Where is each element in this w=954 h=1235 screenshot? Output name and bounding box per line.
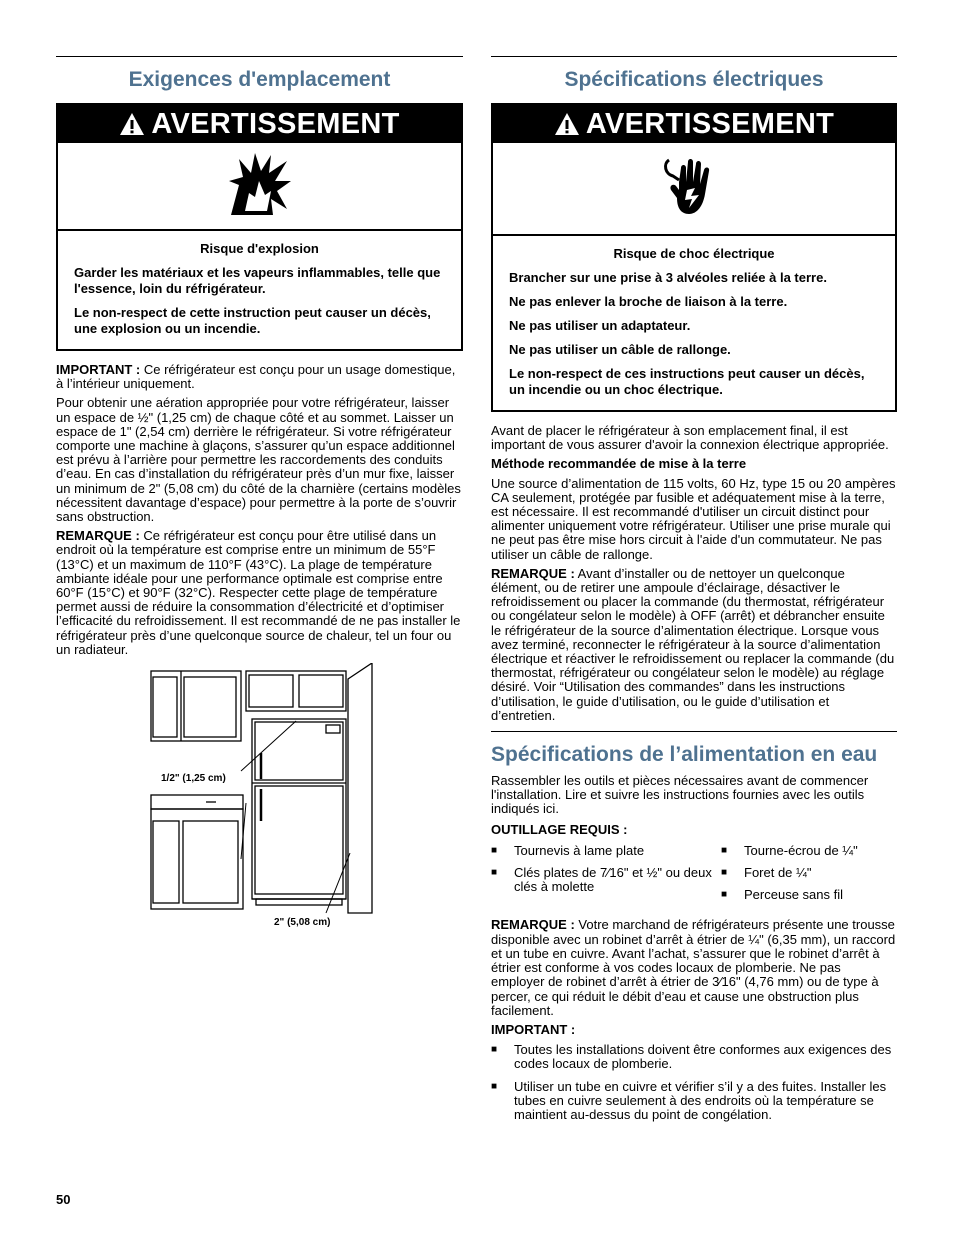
remarque-paragraph: [491, 567, 897, 723]
tools-title: OUTILLAGE REQUIS :: [491, 821, 628, 837]
warning-triangle-icon: [554, 108, 580, 146]
tools-column-2: [721, 844, 897, 911]
ventilation-paragraph: Pour obtenir une aération appropriée pour votre réfrigérateur, laisser un espace de ½" (1,25 cm) de chaque côté et au sommet. Laisser un espace de 1" (2,54 cm) derrière le réfrigérateur. Si votre réfrigérateur comporte une machine à glaçons, s’assurer qu’un espace additionnel est prévu à l’arrière pour permettre les raccordements des conduits d’eau. En cas d’installation du réfrigérateur près d’un mur fixe, laisser un minimum de 2" (5,08 cm) du côté de la charnière (certains modèles nécessitent davantage d’espace) pour permettre à la porte de s’ouvrir sans obstruction.: [56, 395, 461, 525]
right-column: [491, 56, 897, 1130]
water-intro: Rassembler les outils et pièces nécessaires avant de commencer l'installation. Lire et suivre les instructions fournies avec les outils indiqués ici.: [491, 773, 869, 817]
electrical-intro: Avant de placer le réfrigérateur à son emplacement final, il est important de vous assurer d'avoir la connexion électrique appropriée.: [491, 423, 889, 453]
warning-title: AVERTISSEMENT: [585, 108, 835, 140]
top-rule: [56, 56, 463, 57]
remarque-text: Votre marchand de réfrigérateurs présente une trousse disponible avec un robinet d’arrêt à étrier de ¼" (6,35 mm), un raccord et un tube en cuivre. Avant l’achat, s’assurer que le robinet d’arrêt à étrier est conforme à vos codes locaux de plomberie. Ne pas employer de robinet d’arrêt à étrier de 3⁄16" (4,76 mm) ou de type à percer, ce qui réduit le débit d’eau et cause une obstruction plus facilement.: [491, 917, 896, 1018]
warning-line: Ne pas enlever la broche de liaison à la terre.: [509, 294, 788, 309]
warning-triangle-icon: [119, 108, 145, 146]
page-number: 50: [56, 1192, 71, 1207]
list-item: ■ Foret de ¼": [721, 866, 897, 880]
tools-list: [491, 844, 897, 911]
warning-header: [58, 105, 461, 143]
warning-line: Ne pas utiliser un câble de rallonge.: [509, 342, 731, 357]
list-item: ■ Clés plates de 7⁄16" et ½" ou deux clés à molette: [491, 866, 721, 894]
remarque-paragraph: [56, 529, 463, 657]
warning-title: AVERTISSEMENT: [151, 108, 400, 140]
section-heading-location: Exigences d'emplacement: [128, 68, 391, 91]
left-column: [56, 56, 463, 935]
warning-line: Le non-respect de cette instruction peut causer un décès, une explosion ou un incendie.: [74, 305, 431, 336]
important-paragraph: [56, 363, 463, 391]
section-rule: [491, 731, 897, 732]
important-label: IMPORTANT :: [56, 362, 141, 377]
remarque-label: REMARQUE :: [56, 528, 140, 544]
clearance-figure: [56, 663, 463, 935]
list-item: ■ Utiliser un tube en cuivre et vérifier s’il y a des fuites. Installer les tubes en cuivre seulement à des endroits où la température se maintient au-dessus du point de congélation.: [491, 1080, 897, 1123]
list-item: ■ Toutes les installations doivent être conformes aux exigences des codes locaux de plomberie.: [491, 1043, 897, 1071]
refrigerator-clearance-illustration: [56, 663, 463, 935]
top-rule: [491, 56, 897, 57]
warning-line: Garder les matériaux et les vapeurs inflammables, telle que l'essence, loin du réfrigérateur.: [74, 265, 441, 296]
warning-box-explosion: [56, 103, 463, 351]
warning-box-electric: [491, 103, 897, 412]
remarque-label: REMARQUE :: [491, 917, 575, 933]
warning-line: Brancher sur une prise à 3 alvéoles reliée à la terre.: [509, 270, 827, 285]
important-text: Ce réfrigérateur est conçu pour un usage domestique, à l’intérieur uniquement.: [56, 362, 456, 392]
warning-risk: Risque d'explosion: [200, 241, 319, 256]
warning-line: Ne pas utiliser un adaptateur.: [509, 318, 691, 333]
important-title: IMPORTANT :: [491, 1021, 576, 1037]
remarque2-paragraph: [491, 918, 897, 1017]
warning-line: Le non-respect de ces instructions peut causer un décès, un incendie ou un choc électrique.: [509, 366, 865, 397]
warning-header: [493, 105, 895, 143]
electric-shock-hand-icon: [493, 143, 895, 236]
important-list: [491, 1043, 897, 1122]
grounding-method-title: Méthode recommandée de mise à la terre: [491, 456, 747, 472]
section-heading-water: Spécifications de l’alimentation en eau: [491, 743, 878, 767]
bottom-clearance-label: 2" (5,08 cm): [274, 917, 331, 929]
remarque-text: Ce réfrigérateur est conçu pour être utilisé dans un endroit où la température est comprise entre un minimum de 55°F (13°C) et un maximum de 110°F (43°C). La plage de température ambiante idéale pour une performance optimale est comprise entre 60°F (15°C) et 90°F (32°C). Respecter cette plage de température permet aussi de réduire la consommation d’électricité et d’optimiser l’efficacité du refroidissement. Il est recommandé de ne pas installer le réfrigérateur près d’une quelconque source de chaleur, tel un four ou un radiateur.: [56, 528, 461, 657]
grounding-method-text: Une source d’alimentation de 115 volts, 60 Hz, type 15 ou 20 ampères CA seulement, protégée par fusible et adéquatement mise à la terre, est nécessaire. Il est recommandé d'utiliser un circuit distinct pour alimenter uniquement votre réfrigérateur. Utiliser une prise murale qui ne peut pas être mise hors circuit à l'aide d'un commutateur. Ne pas utiliser un câble de rallonge.: [491, 475, 896, 562]
remarque-label: REMARQUE :: [491, 565, 575, 581]
warning-risk: Risque de choc électrique: [613, 246, 775, 261]
list-item: ■ Tourne-écrou de ¼": [721, 844, 897, 858]
list-item: ■ Perceuse sans fil: [721, 888, 897, 902]
section-heading-electrical: Spécifications électriques: [564, 68, 824, 91]
explosion-icon: [58, 143, 461, 231]
list-item: ■ Tournevis à lame plate: [491, 844, 721, 858]
remarque-text: Avant d’installer ou de nettoyer un quelconque élément, ou de retirer une ampoule d’éclairage, désactiver le refroidissement ou placer la commande (du thermostat, réfrigérateur ou congélateur selon le modèle) à OFF (arrêt) et débrancher ensuite le réfrigérateur de la source d’alimentation électrique. Lorsque vous avez terminé, reconnecter le réfrigérateur à la source d’alimentation électrique et réactiver le refroidissement ou replacer la commande (du thermostat, réfrigérateur ou congélateur selon le modèle) au réglage désiré. Voir “Utilisation des commandes” dans les instructions d’utilisation, le guide d’utilisation, ou le guide d’utilisation et d’entretien.: [491, 565, 895, 723]
side-clearance-label: 1/2" (1,25 cm): [161, 773, 226, 785]
tools-column-1: [491, 844, 721, 911]
